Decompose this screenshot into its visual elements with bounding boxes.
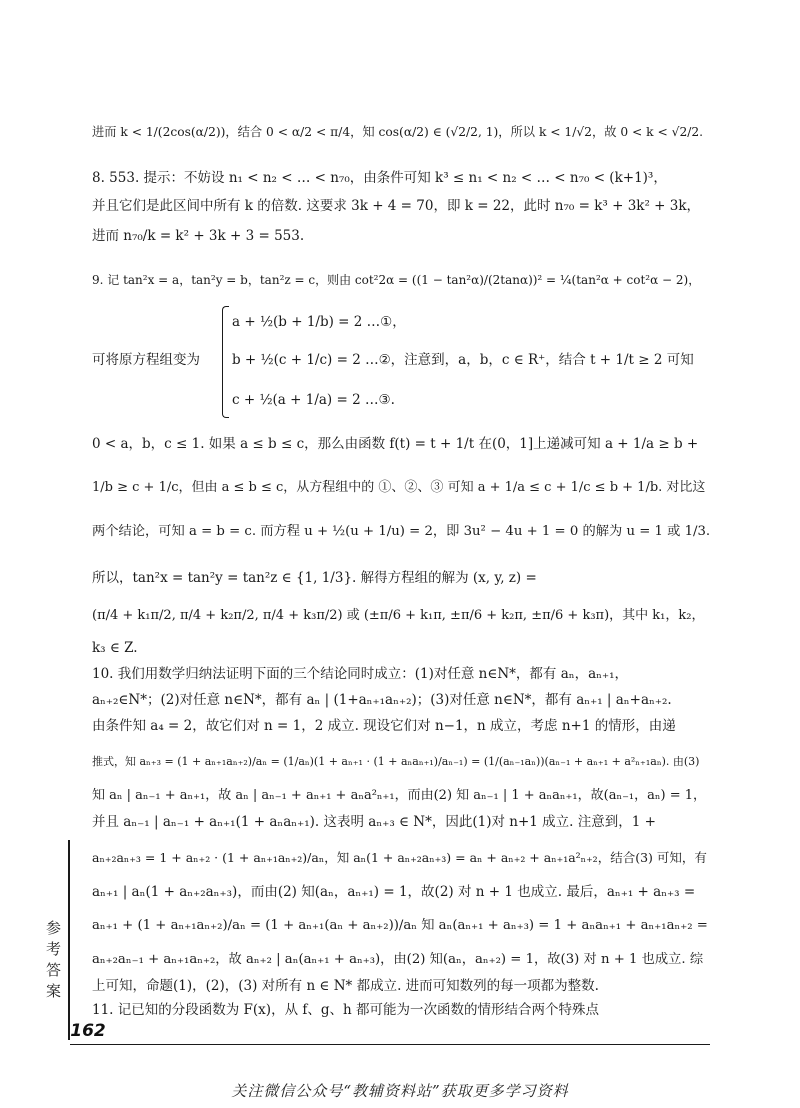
side-label: 参考答案	[44, 920, 62, 1004]
text-line: aₙ₊₂aₙ₊₃ = 1 + aₙ₊₂ · (1 + aₙ₊₁aₙ₊₂)/aₙ，知 aₙ(1 + aₙ₊₂aₙ₊₃) = aₙ + aₙ₊₂ + aₙ₊₁a²ₙ₊₂，结合(3) 可知，有	[92, 850, 707, 865]
footer-note: 关注微信公众号“教辅资料站”获取更多学习资料	[231, 1082, 569, 1100]
problem-11-line: 11. 记已知的分段函数为 F(x)，从 f、g、h 都可能为一次函数的情形结合两个特殊点	[92, 1002, 599, 1018]
text-line: 推式，知 aₙ₊₃ = (1 + aₙ₊₁aₙ₊₂)/aₙ = (1/aₙ)(1 + aₙ₊₁ · (1 + aₙaₙ₊₁)/aₙ₋₁) = (1/(aₙ₋₁aₙ))(aₙ₋₁ + aₙ₊₁ + a²ₙ₊₁aₙ). 由(3)	[92, 755, 700, 768]
text-line: 两个结论，可知 a = b = c. 而方程 u + ½(u + 1/u) = 2，即 3u² − 4u + 1 = 0 的解为 u = 1 或 1/3.	[92, 524, 711, 539]
side-rule	[68, 840, 70, 1040]
equation-line-2: b + ½(c + 1/c) = 2 …②，注意到，a，b，c ∈ R⁺，结合 t + 1/t ≥ 2 可知	[232, 352, 694, 368]
text-line: 知 aₙ | aₙ₋₁ + aₙ₊₁，故 aₙ | aₙ₋₁ + aₙ₊₁ + aₙa²ₙ₊₁，而由(2) 知 aₙ₋₁ | 1 + aₙaₙ₊₁，故(aₙ₋₁，aₙ) = 1，	[92, 788, 707, 803]
page-number: 162	[70, 1021, 106, 1041]
equation-line-3: c + ½(a + 1/a) = 2 …③.	[232, 392, 395, 408]
text-line: 进而 n₇₀/k = k² + 3k + 3 = 553.	[92, 228, 305, 244]
text-line: aₙ₊₁ + (1 + aₙ₊₁aₙ₊₂)/aₙ = (1 + aₙ₊₁(aₙ + aₙ₊₂))/aₙ 知 aₙ(aₙ₊₁ + aₙ₊₃) = 1 + aₙaₙ₊₁ + aₙ₊₁aₙ₊₂ =	[92, 918, 708, 933]
text-line: 0 < a，b，c ≤ 1. 如果 a ≤ b ≤ c，那么由函数 f(t) = t + 1/t 在(0，1]上递减可知 a + 1/a ≥ b +	[92, 436, 699, 452]
text-line: aₙ₊₂∈N*；(2)对任意 n∈N*，都有 aₙ | (1+aₙ₊₁aₙ₊₂)；(3)对任意 n∈N*，都有 aₙ₊₁ | aₙ+aₙ₊₂.	[92, 692, 672, 708]
problem-9-line: 9. 记 tan²x = a，tan²y = b，tan²z = c，则由 cot²2α = ((1 − tan²α)/(2tanα))² = ¼(tan²α + cot²α − 2)，	[92, 273, 701, 287]
text-line: aₙ₊₁ | aₙ(1 + aₙ₊₂aₙ₊₃)，而由(2) 知(aₙ，aₙ₊₁) = 1，故(2) 对 n + 1 也成立. 最后，aₙ₊₁ + aₙ₊₃ =	[92, 884, 696, 900]
text-line: 并且 aₙ₋₁ | aₙ₋₁ + aₙ₊₁(1 + aₙaₙ₊₁). 这表明 aₙ₊₃ ∈ N*，因此(1)对 n+1 成立. 注意到，1 +	[92, 814, 656, 830]
text-line: 所以，tan²x = tan²y = tan²z ∈ {1, 1/3}. 解得方程组的解为 (x, y, z) =	[92, 570, 537, 586]
text-line: (π/4 + k₁π/2, π/4 + k₂π/2, π/4 + k₃π/2) 或 (±π/6 + k₁π, ±π/6 + k₂π, ±π/6 + k₃π)，其中 k₁，k₂，	[92, 608, 705, 623]
text-line: 由条件知 a₄ = 2，故它们对 n = 1，2 成立. 现设它们对 n−1，n 成立，考虑 n+1 的情形，由递	[92, 718, 676, 734]
text-line: k₃ ∈ Z.	[92, 640, 138, 656]
equation-line-1: a + ½(b + 1/b) = 2 …①，	[232, 314, 406, 330]
text-line: 并且它们是此区间中所有 k 的倍数. 这要求 3k + 4 = 70，即 k = 22，此时 n₇₀ = k³ + 3k² + 3k，	[92, 198, 701, 214]
text-line: 1/b ≥ c + 1/c，但由 a ≤ b ≤ c，从方程组中的 ①、②、③ 可知 a + 1/a ≤ c + 1/c ≤ b + 1/b. 对比这	[92, 480, 706, 495]
text-line: 上可知，命题(1)，(2)，(3) 对所有 n ∈ N* 都成立. 进而可知数列的每一项都为整数.	[92, 978, 599, 994]
text-line: 进而 k < 1/(2cos(α/2))，结合 0 < α/2 < π/4，知 cos(α/2) ∈ (√2/2, 1)，所以 k < 1/√2，故 0 < k < √2/2.	[92, 125, 704, 139]
equation-brace	[222, 306, 229, 418]
problem-8-line: 8. 553. 提示：不妨设 n₁ < n₂ < … < n₇₀，由条件可知 k³ ≤ n₁ < n₂ < … < n₇₀ < (k+1)³，	[92, 170, 667, 186]
page-bottom-rule	[70, 1044, 710, 1045]
text-line: aₙ₊₂aₙ₋₁ + aₙ₊₁aₙ₊₂，故 aₙ₊₂ | aₙ(aₙ₊₁ + aₙ₊₃)，由(2) 知(aₙ，aₙ₊₂) = 1，故(3) 对 n + 1 也成立. 综	[92, 952, 704, 967]
problem-10-line: 10. 我们用数学归纳法证明下面的三个结论同时成立：(1)对任意 n∈N*，都有 aₙ，aₙ₊₁，	[92, 666, 629, 682]
text-line: 可将原方程组变为	[92, 352, 200, 368]
